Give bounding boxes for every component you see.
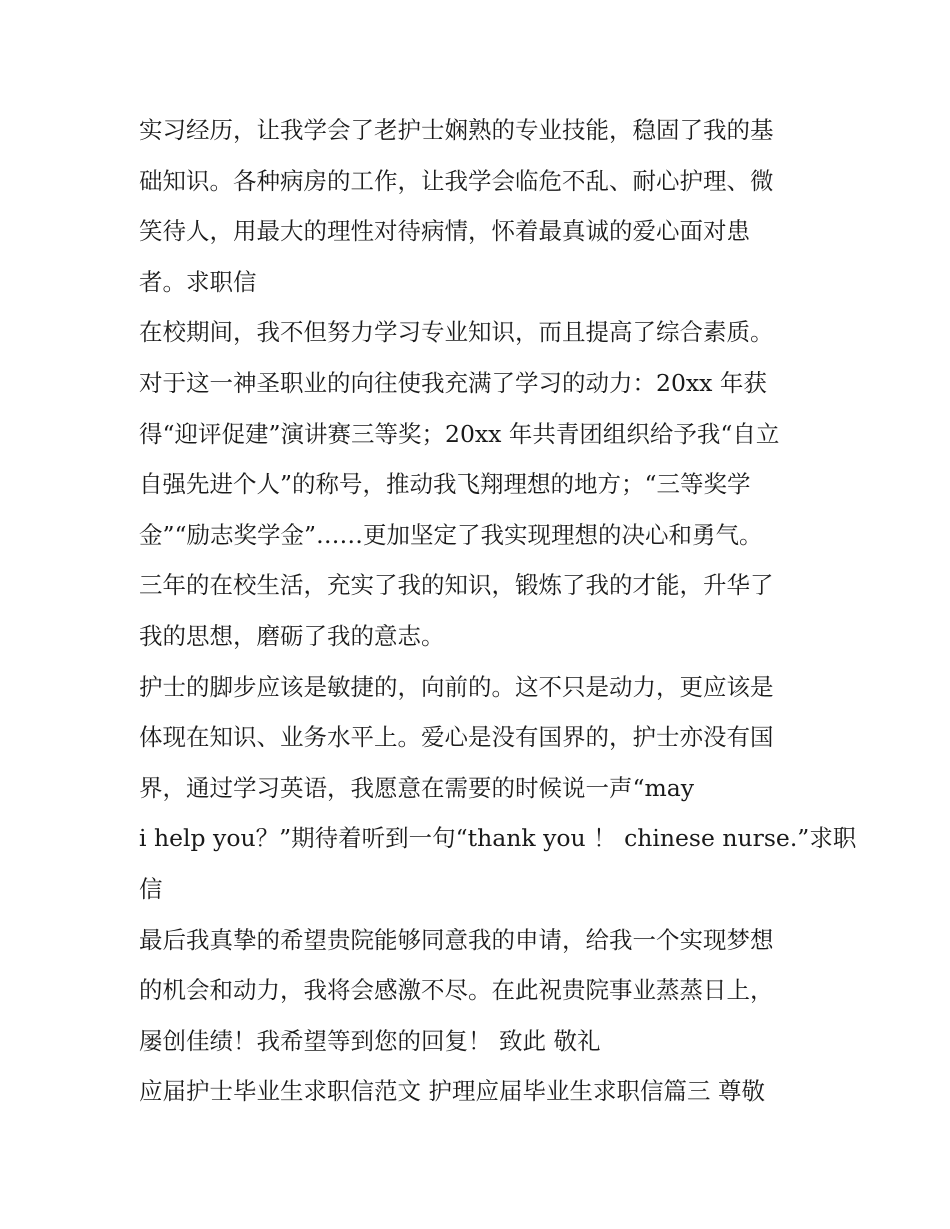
text-line: 体现在知识、业务水平上。爱心是没有国界的，护士亦没有国 <box>139 723 774 752</box>
document-body <box>139 105 857 1117</box>
text-line: 信 <box>139 874 163 903</box>
text-line: 者。求职信 <box>139 267 257 296</box>
text-line: i help you？”期待着听到一句“thank you ！ chinese nurse.”求职 <box>139 824 857 853</box>
text-line: 屡创佳绩！我希望等到您的回复！ 致此 敬礼 <box>139 1026 601 1055</box>
text-line: 应届护士毕业生求职信范文 护理应届毕业生求职信篇三 尊敬 <box>139 1077 765 1106</box>
text-line: 笑待人，用最大的理性对待病情，怀着最真诚的爱心面对患 <box>139 217 750 246</box>
text-line: 得“迎评促建”演讲赛三等奖；20xx 年共青团组织给予我“自立 <box>139 419 780 448</box>
text-line: 的机会和动力，我将会感激不尽。在此祝贵院事业蒸蒸日上， <box>139 976 774 1005</box>
text-line: 界，通过学习英语，我愿意在需要的时候说一声“may <box>139 773 695 802</box>
text-line: 最后我真挚的希望贵院能够同意我的申请，给我一个实现梦想 <box>139 925 774 954</box>
text-line: 在校期间，我不但努力学习专业知识，而且提高了综合素质。 <box>139 318 774 347</box>
text-line: 对于这一神圣职业的向往使我充满了学习的动力：20xx 年获 <box>139 368 767 397</box>
text-line: 实习经历，让我学会了老护士娴熟的专业技能，稳固了我的基 <box>139 116 774 144</box>
text-line: 我的思想，磨砺了我的意志。 <box>139 621 445 650</box>
text-line: 础知识。各种病房的工作，让我学会临危不乱、耐心护理、微 <box>139 166 774 195</box>
text-line: 金”“励志奖学金”……更加坚定了我实现理想的决心和勇气。 <box>139 520 763 549</box>
text-line: 三年的在校生活，充实了我的知识，锻炼了我的才能，升华了 <box>139 571 774 600</box>
text-line: 自强先进个人”的称号，推动我飞翔理想的地方；“三等奖学 <box>139 470 751 499</box>
text-line: 护士的脚步应该是敏捷的，向前的。这不只是动力，更应该是 <box>139 672 774 701</box>
